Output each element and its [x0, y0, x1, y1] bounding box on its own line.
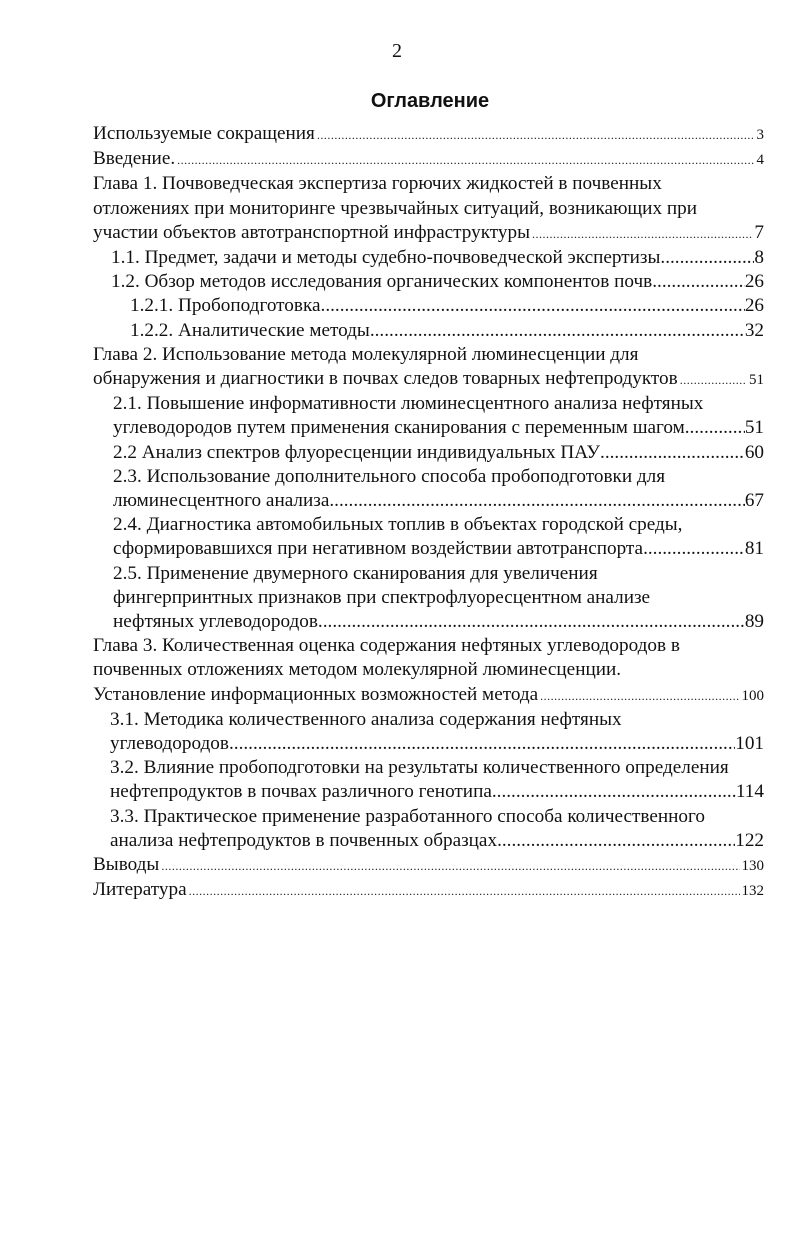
toc-entry-section-3-3[interactable] [93, 805, 764, 853]
toc-entry-section-1-2-1[interactable] [93, 294, 764, 318]
toc-entry-text: Литература [93, 879, 187, 901]
toc-entry-text: 2.4. Диагностика автомобильных топлив в объектах городской среды, [113, 514, 683, 536]
toc-entry-section-2-3[interactable] [93, 465, 764, 513]
toc-entry-text: 3.1. Методика количественного анализа содержания нефтяных [110, 708, 622, 730]
dot-leader [497, 829, 735, 853]
toc-entry-text: отложениях при мониторинге чрезвычайных ситуаций, возникающих при [93, 197, 697, 219]
toc-entry-text: углеводородов [110, 733, 229, 755]
toc-entry-text: обнаружения и диагностики в почвах следов товарных нефтепродуктов [93, 368, 678, 390]
toc-entry-text: 3.2. Влияние пробоподготовки на результаты количественного определения [110, 757, 729, 779]
toc-entry-section-2-2[interactable] [93, 441, 764, 465]
toc-entry-conclusions[interactable] [93, 853, 764, 878]
toc-entry-text: 2.1. Повышение информативности люминесцентного анализа нефтяных [113, 393, 704, 415]
dot-leader [497, 780, 736, 804]
toc-entry-text: Выводы [93, 854, 160, 876]
toc-page-number: 101 [735, 733, 764, 755]
dot-leader [177, 148, 754, 172]
table-of-contents [93, 122, 764, 904]
toc-entry-text: нефтяных углеводородов [113, 611, 318, 633]
toc-entry-text: 2.3. Использование дополнительного способа пробоподготовки для [113, 465, 666, 487]
toc-page-number: 132 [741, 883, 764, 900]
toc-page-number: 8 [754, 247, 764, 269]
toc-page-number: 51 [749, 372, 764, 389]
toc-entry-text: 1.2.2. Аналитические методы [130, 319, 370, 341]
toc-page-number: 100 [741, 687, 764, 704]
toc-entry-abbreviations[interactable] [93, 122, 764, 147]
dot-leader [660, 246, 754, 270]
toc-entry-chapter-3[interactable] [93, 634, 764, 708]
toc-entry-text: люминесцентного анализа [113, 490, 330, 512]
toc-page-number: 81 [744, 538, 764, 560]
dot-leader [329, 489, 744, 513]
toc-entry-text: 2.5. Применение двумерного сканирования для увеличения [113, 562, 598, 584]
toc-entry-section-1-2-2[interactable] [93, 319, 764, 343]
toc-page-number: 26 [744, 295, 764, 317]
toc-entry-section-2-1[interactable] [93, 392, 764, 440]
dot-leader [161, 854, 739, 878]
toc-page-number: 67 [744, 490, 764, 512]
dot-leader [600, 441, 745, 465]
toc-entry-text: 3.3. Практическое применение разработанного способа количественного [110, 805, 705, 827]
toc-page-number: 130 [741, 858, 764, 875]
toc-entry-introduction[interactable] [93, 147, 764, 172]
toc-entry-literature[interactable] [93, 878, 764, 903]
dot-leader [229, 732, 735, 756]
toc-page-number: 51 [744, 417, 764, 439]
toc-entry-chapter-2[interactable] [93, 343, 764, 392]
toc-page-number: 7 [754, 221, 764, 243]
toc-page-number: 32 [744, 319, 764, 341]
toc-page-number: 60 [744, 441, 764, 463]
toc-entry-section-1-1[interactable] [93, 246, 764, 270]
toc-entry-text: углеводородов путем применения сканирования с переменным шагом. [113, 417, 690, 439]
toc-entry-text: нефтепродуктов в почвах различного генотипа. [110, 781, 497, 803]
dot-leader [532, 222, 752, 246]
dot-leader [317, 123, 755, 147]
toc-entry-text: 1.2.1. Пробоподготовка [130, 295, 321, 317]
dot-leader [657, 270, 745, 294]
toc-page-number: 89 [744, 611, 764, 633]
toc-entry-section-3-2[interactable] [93, 756, 764, 804]
toc-entry-text: 1.2. Обзор методов исследования органических компонентов почв. [111, 271, 658, 293]
toc-entry-text: Глава 1. Почвоведческая экспертиза горючих жидкостей в почвенных [93, 173, 662, 195]
toc-page-number: 114 [735, 781, 764, 803]
page-number: 2 [392, 40, 402, 62]
toc-title: Оглавление [370, 90, 490, 112]
toc-entry-section-3-1[interactable] [93, 708, 764, 756]
toc-entry-text: Установление информационных возможностей метода [93, 683, 539, 705]
dot-leader [540, 684, 739, 708]
toc-entry-section-2-4[interactable] [93, 513, 764, 561]
toc-entry-chapter-1[interactable] [93, 172, 764, 246]
dot-leader [318, 610, 745, 634]
toc-entry-text: Глава 2. Использование метода молекулярной люминесценции для [93, 343, 639, 365]
toc-entry-text: Используемые сокращения [93, 123, 315, 144]
toc-page-number: 4 [756, 152, 764, 169]
toc-page-number: 26 [744, 271, 764, 293]
toc-entry-text: Введение. [93, 148, 176, 170]
dot-leader [643, 537, 745, 561]
dot-leader [370, 319, 745, 343]
toc-entry-text: фингерпринтных признаков при спектрофлуоресцентном анализе [113, 586, 651, 608]
dot-leader [690, 416, 745, 440]
dot-leader [680, 368, 747, 392]
dot-leader [321, 294, 745, 318]
toc-entry-text: Глава 3. Количественная оценка содержания нефтяных углеводородов в [93, 635, 680, 657]
dot-leader [189, 879, 740, 903]
toc-page-number: 3 [756, 127, 764, 143]
toc-entry-text: почвенных отложениях методом молекулярной люминесценции. [93, 659, 622, 681]
toc-page-number: 122 [735, 829, 764, 851]
toc-entry-text: анализа нефтепродуктов в почвенных образцах [110, 829, 498, 851]
toc-entry-text: 2.2 Анализ спектров флуоресценции индивидуальных ПАУ [113, 441, 601, 463]
toc-entry-section-1-2[interactable] [93, 270, 764, 294]
toc-entry-text: 1.1. Предмет, задачи и методы судебно-почвоведческой экспертизы [111, 247, 661, 269]
toc-entry-section-2-5[interactable] [93, 562, 764, 635]
toc-entry-text: сформировавшихся при негативном воздействии автотранспорта [113, 538, 644, 560]
toc-entry-text: участии объектов автотранспортной инфраструктуры [93, 221, 530, 243]
